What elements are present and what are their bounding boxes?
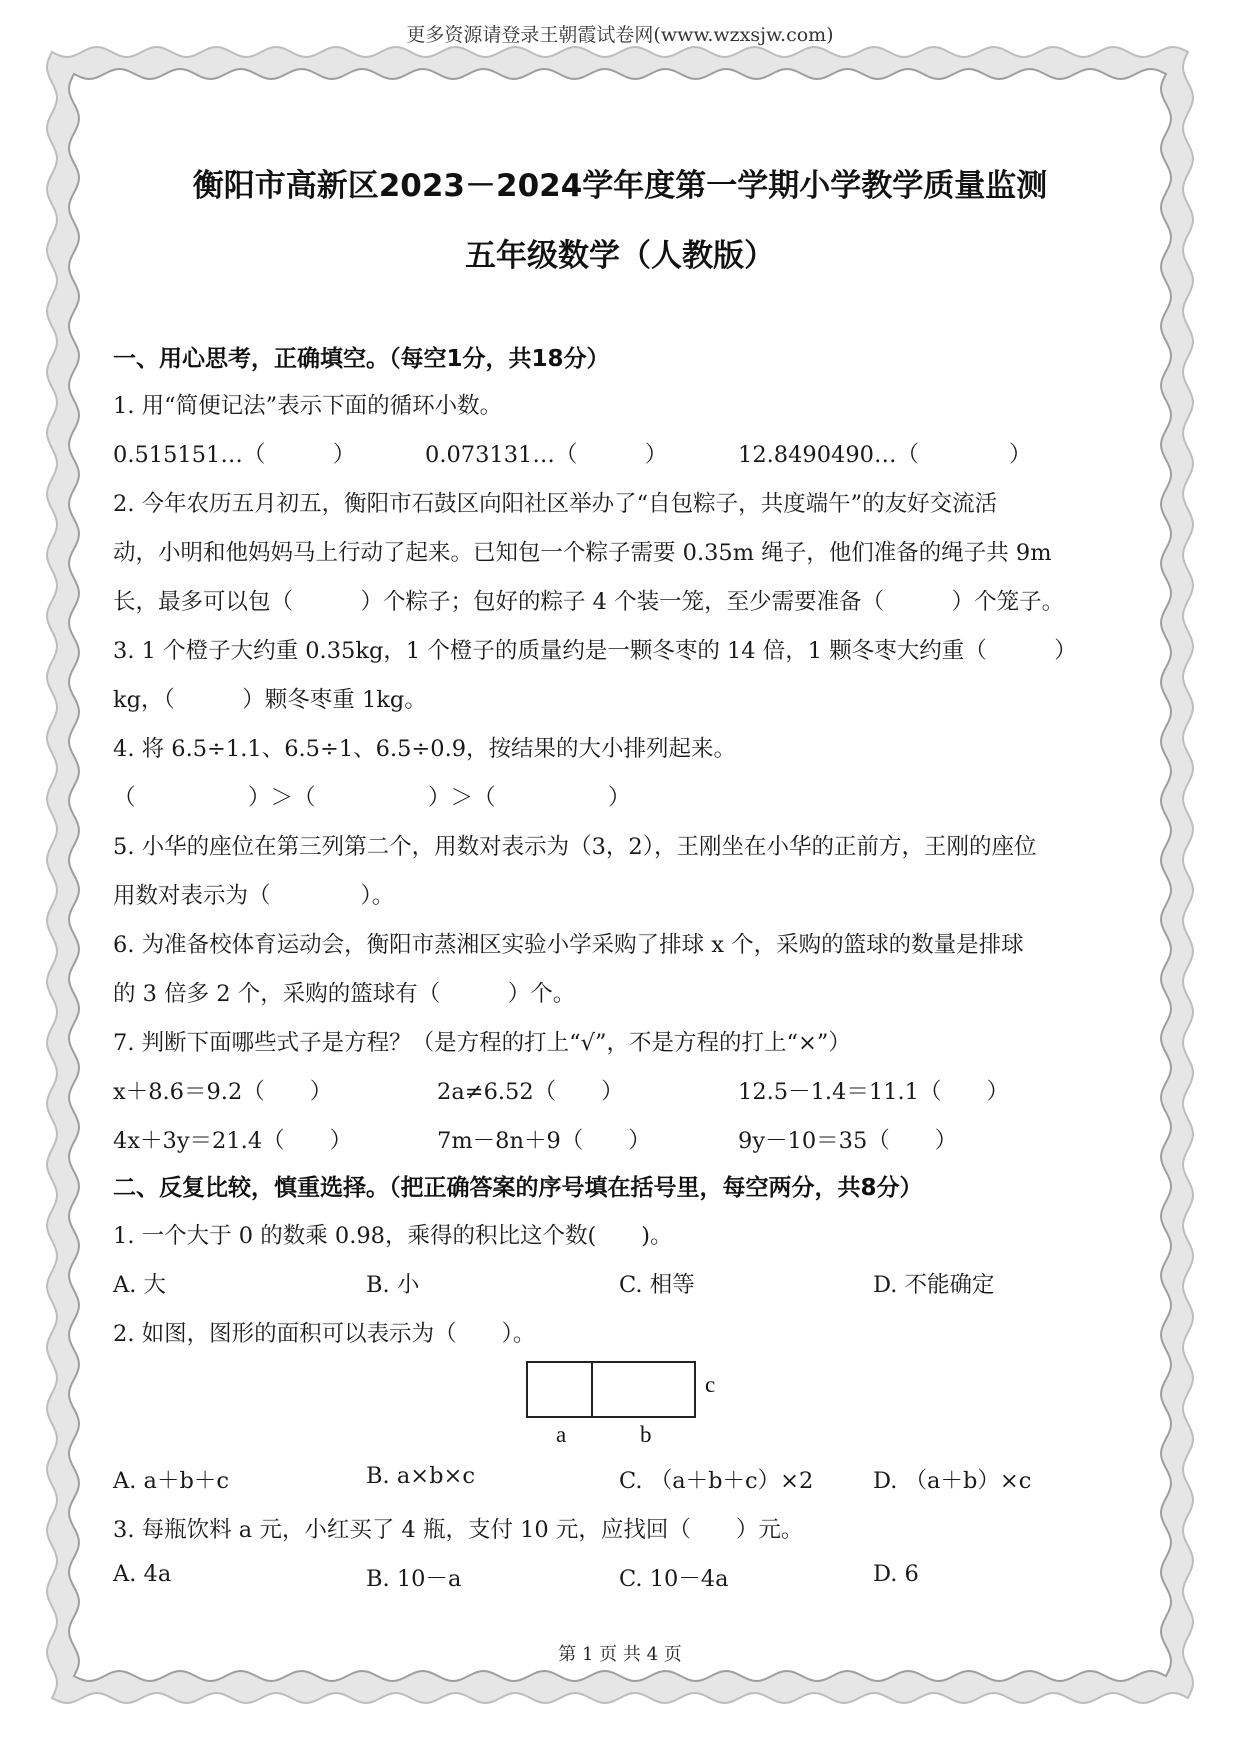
question-1-stem: 1. 用“简便记法”表示下面的循环小数。 <box>113 393 503 419</box>
page-number: 第 1 页 共 4 页 <box>558 1644 682 1665</box>
question-4-answer: （ ）＞（ ）＞（ ） <box>113 785 631 811</box>
choice-option-d: D. （a＋b）×c <box>873 1468 1032 1494</box>
question-5-line-2: 用数对表示为（ ）。 <box>113 883 395 909</box>
choice-option-c: C. （a＋b＋c）×2 <box>619 1468 814 1494</box>
choice-question-1-stem: 1. 一个大于 0 的数乘 0.98，乘得的积比这个数( )。 <box>113 1223 673 1249</box>
q7-equation: 7m－8n＋9（ ） <box>437 1128 651 1154</box>
choice-option-b: B. 10－a <box>366 1566 462 1592</box>
section-2-heading: 二、反复比较，慎重选择。（把正确答案的序号填在括号里，每空两分，共8分） <box>113 1175 923 1201</box>
question-5-line-1: 5. 小华的座位在第三列第二个，用数对表示为（3，2），王刚坐在小华的正前方，王刚的座位 <box>113 834 1037 860</box>
choice-option-b: B. a×b×c <box>366 1463 475 1489</box>
question-6-line-2: 的 3 倍多 2 个，采购的篮球有（ ）个。 <box>113 981 576 1007</box>
q7-equation: 2a≠6.52（ ） <box>437 1079 624 1105</box>
question-6-line-1: 6. 为准备校体育运动会，衡阳市蒸湘区实验小学采购了排球 x 个，采购的篮球的数量是排球 <box>113 932 1024 958</box>
exam-subtitle: 五年级数学（人教版） <box>465 238 775 274</box>
question-7-stem: 7. 判断下面哪些式子是方程？（是方程的打上“√”，不是方程的打上“×”） <box>113 1030 851 1056</box>
figure-label-b: b <box>640 1422 652 1447</box>
q1-item-3: 12.8490490…（ ） <box>738 442 1032 468</box>
q7-equation: 12.5－1.4＝11.1（ ） <box>738 1079 1009 1105</box>
question-2-line-2: 动，小明和他妈妈马上行动了起来。已知包一个粽子需要 0.35m 绳子，他们准备的绳子共 9m <box>113 540 1052 566</box>
q1-item-1: 0.515151…（ ） <box>113 442 356 468</box>
choice-option-d: D. 6 <box>873 1561 919 1587</box>
q1-item-2: 0.073131…（ ） <box>425 442 668 468</box>
site-header: 更多资源请登录王朝霞试卷网(www.wzxsjw.com) <box>406 24 834 46</box>
rectangle-figure <box>526 1361 696 1418</box>
q7-equation: x＋8.6＝9.2（ ） <box>113 1079 333 1105</box>
section-1-heading: 一、用心思考，正确填空。（每空1分，共18分） <box>113 346 610 372</box>
figure-divider <box>591 1363 593 1416</box>
question-4-stem: 4. 将 6.5÷1.1、6.5÷1、6.5÷0.9，按结果的大小排列起来。 <box>113 736 737 762</box>
choice-option-a: A. a＋b＋c <box>113 1468 229 1494</box>
question-2-line-3: 长，最多可以包（ ）个粽子；包好的粽子 4 个装一笼，至少需要准备（ ）个笼子。 <box>113 589 1065 615</box>
choice-question-2-stem: 2. 如图，图形的面积可以表示为（ ）。 <box>113 1321 536 1347</box>
exam-title: 衡阳市高新区2023－2024学年度第一学期小学教学质量监测 <box>192 168 1048 204</box>
choice-option-c: C. 相等 <box>619 1272 695 1298</box>
choice-option-c: C. 10－4a <box>619 1566 729 1592</box>
question-3-line-2: kg，（ ）颗冬枣重 1kg。 <box>113 687 427 713</box>
choice-question-3-stem: 3. 每瓶饮料 a 元，小红买了 4 瓶，支付 10 元，应找回（ ）元。 <box>113 1517 804 1543</box>
figure-label-a: a <box>556 1422 567 1447</box>
q7-equation: 4x＋3y＝21.4（ ） <box>113 1128 353 1154</box>
question-2-line-1: 2. 今年农历五月初五，衡阳市石鼓区向阳社区举办了“自包粽子，共度端午”的友好交流活 <box>113 491 998 517</box>
question-3-line-1: 3. 1 个橙子大约重 0.35kg，1 个橙子的质量约是一颗冬枣的 14 倍，1 颗冬枣大约重（ ） <box>113 638 1077 664</box>
q7-equation: 9y－10＝35（ ） <box>738 1128 958 1154</box>
choice-option-d: D. 不能确定 <box>873 1272 995 1298</box>
choice-option-a: A. 4a <box>113 1561 172 1587</box>
choice-option-a: A. 大 <box>113 1272 167 1298</box>
choice-option-b: B. 小 <box>366 1272 420 1298</box>
figure-label-c: c <box>705 1372 716 1397</box>
